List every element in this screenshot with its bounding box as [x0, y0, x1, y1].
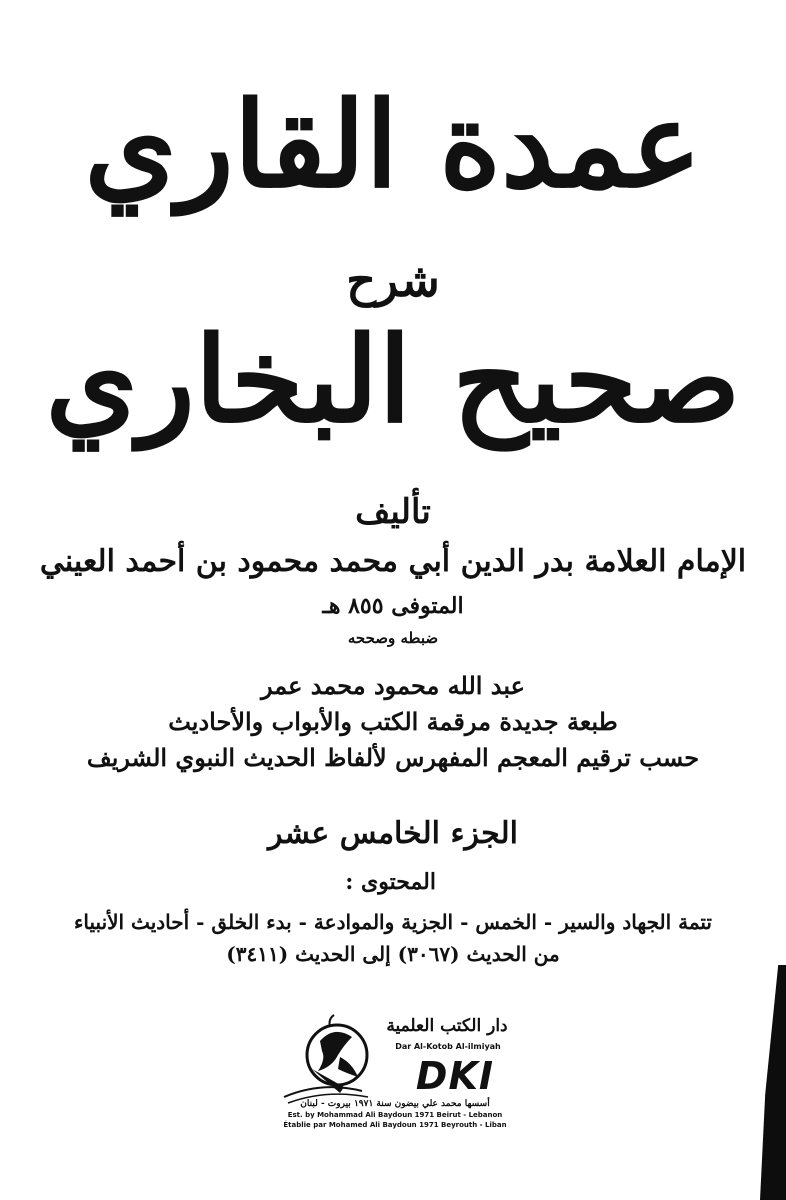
title-connector: شرح	[346, 253, 440, 307]
publisher-name-english: Dar Al-Kotob Al-ilmiyah	[395, 1042, 501, 1051]
edition-note-1: طبعة جديدة مرقمة الكتب والأبواب والأحاديث	[168, 707, 618, 736]
edition-note-2: حسب ترقيم المعجم المفهرس لألفاظ الحديث النبوي الشريف	[86, 743, 700, 772]
book-subject-title: صحيح البخاري	[45, 310, 741, 449]
author-name: الإمام العلامة بدر الدين أبي محمد محمود بن أحمد العيني	[39, 544, 747, 579]
publisher-dki-logotype: DKI	[415, 1054, 495, 1098]
editor-name: عبد الله محمود محمد عمر	[261, 671, 525, 700]
book-title: عمدة القاري	[84, 75, 702, 214]
author-label: تأليف	[355, 492, 431, 532]
contents-hadith-range: من الحديث (٣٠٦٧) إلى الحديث (٣٤١١)	[226, 942, 560, 966]
publisher-established-arabic: أسسها محمد علي بيضون سنة ١٩٧١ بيروت - لبنان	[300, 1099, 490, 1109]
publisher-established-french: Établie par Mohamed Ali Baydoun 1971 Beyrouth - Liban	[283, 1121, 507, 1129]
publisher-name-arabic: دار الكتب العلمية	[386, 1016, 508, 1036]
contents-label: المحتوى :	[345, 869, 436, 895]
editor-label: ضبطه وصححه	[347, 629, 439, 647]
volume-number: الجزء الخامس عشر	[268, 816, 518, 851]
scan-edge-shadow	[760, 965, 786, 1200]
author-death-date: المتوفى ٨٥٥ هـ	[322, 593, 464, 619]
publisher-established-english: Est. by Mohammad Ali Baydoun 1971 Beirut - Lebanon	[287, 1111, 503, 1119]
publisher-block	[270, 1005, 520, 1135]
publisher-logo-icon	[282, 1011, 392, 1111]
contents-topics: تتمة الجهاد والسير - الخمس - الجزية والموادعة - بدء الخلق - أحاديث الأنبياء	[74, 910, 712, 934]
